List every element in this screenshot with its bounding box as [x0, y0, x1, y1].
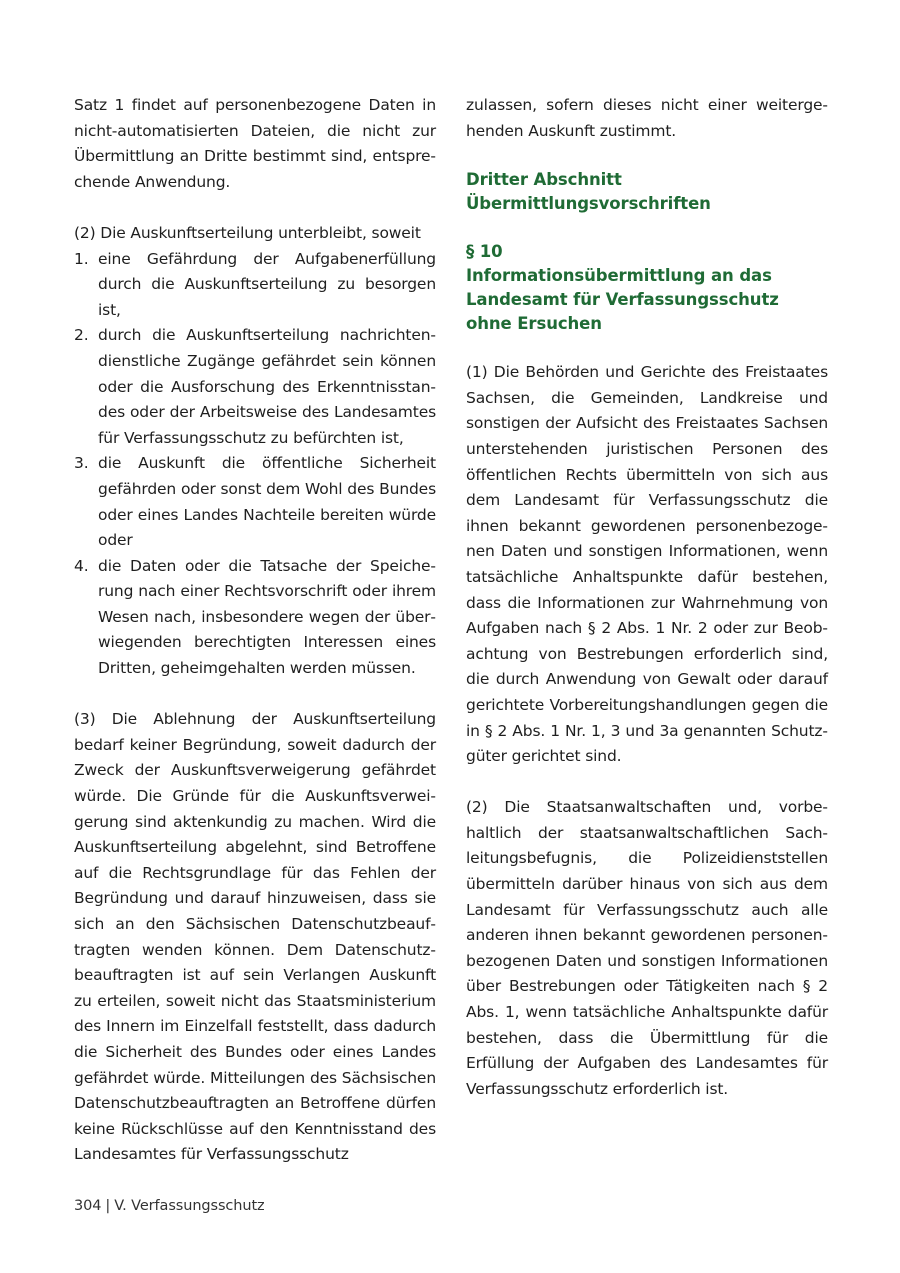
right-column: [466, 93, 828, 1102]
list-item: 2. durch die Auskunftserteilung nachrichtendienstliche Zugänge gefährdet sein können oder die Ausforschung des Erkenntnisstandes oder der Arbeitsweise des Landesamtes für Verfassungsschutz zu befürchten ist,: [74, 326, 436, 447]
chapter-title: V. Verfassungsschutz: [114, 1198, 265, 1214]
paragraph-3: (3) Die Ablehnung der Auskunftserteilung bedarf keiner Begründung, soweit dadurch der Zweck der Auskunftsverweigerung gefährdet würde. Die Gründe für die Auskunftsverweigerung sind aktenkundig zu machen. Wird die Auskunftserteilung abgelehnt, sind Betroffene auf die Rechtsgrundlage für das Fehlen der Begründung und darauf hinzuweisen, dass sie sich an den Sächsischen Datenschutzbeauftragten wenden können. Dem Datenschutzbeauftragten ist auf sein Verlangen Auskunft zu erteilen, soweit nicht das Staatsministerium des Innern im Einzelfall feststellt, dass dadurch die Sicherheit des Bundes oder eines Landes gefährdet würde. Mitteilungen des Sächsischen Datenschutzbeauftragten an Betroffene dürfen keine Rückschlüsse auf den Kenntnisstand des Landesamtes für Verfassungsschutz: [74, 710, 436, 1164]
list-item: 3. die Auskunft die öffentliche Sicherheit gefährden oder sonst dem Wohl des Bundes oder eines Landes Nachteile bereiten würde oder: [74, 454, 436, 550]
exception-list: [74, 247, 436, 682]
page-footer: [74, 1198, 265, 1214]
paragraph-10-2: (2) Die Staatsanwaltschaften und, vorbehaltlich der staatsanwaltschaftlichen Sachleitungsbefugnis, die Polizeidienststellen übermitteln darüber hinaus von sich aus dem Landesamt für Verfassungsschutz auch alle anderen ihnen bekannt gewordenen personenbezogenen Daten und sonstigen Informationen über Bestrebungen oder Tätigkeiten nach § 2 Abs. 1, wenn tatsächliche Anhaltspunkte dafür bestehen, dass die Übermittlung für die Erfüllung der Aufgaben des Landesamtes für Verfassungsschutz erforderlich ist.: [466, 798, 828, 1098]
paragraph-10-1: (1) Die Behörden und Gerichte des Freistaates Sachsen, die Gemeinden, Landkreise und sonstigen der Aufsicht des Freistaates Sachsen unterstehenden juristischen Personen des öffentlichen Rechts übermitteln von sich aus dem Landesamt für Verfassungsschutz die ihnen bekannt gewordenen personenbezogenen Daten und sonstigen Informationen, wenn tatsächliche Anhaltspunkte dafür bestehen, dass die Informationen zur Wahrnehmung von Aufgaben nach § 2 Abs. 1 Nr. 2 oder zur Beobachtung von Bestrebungen erforderlich sind, die durch Anwendung von Gewalt oder darauf gerichtete Vorbereitungshandlungen gegen die in § 2 Abs. 1 Nr. 1, 3 und 3a genannten Schutzgüter gerichtet sind.: [466, 363, 828, 766]
list-item: 4. die Daten oder die Tatsache der Speicherung nach einer Rechtsvorschrift oder ihrem Wesen nach, insbesondere wegen der überwiegenden berechtigten Interessen eines Dritten, geheimgehalten werden müssen.: [74, 556, 436, 678]
paragraph-continuation: zulassen, sofern dieses nicht einer weitergehenden Auskunft zustimmt.: [466, 96, 828, 140]
footer-separator: |: [105, 1198, 111, 1214]
left-column: [74, 93, 436, 1168]
list-item: 1. eine Gefährdung der Aufgabenerfüllung durch die Auskunftserteilung zu besorgen ist,: [74, 249, 436, 319]
section-heading: Dritter Abschnitt: [466, 170, 622, 190]
paragraph-satz1: Satz 1 findet auf personenbezogene Daten in nicht-automatisierten Dateien, die nicht zur Übermittlung an Dritte bestimmt sind, entsprechende Anwendung.: [74, 96, 436, 191]
paragraph-number: § 10: [466, 242, 503, 262]
section-subheading: Übermittlungsvorschriften: [466, 194, 711, 214]
page-number: 304: [74, 1198, 102, 1214]
paragraph-title: Informationsübermittlung an das Landesamt für Verfassungsschutz ohne Ersuchen: [466, 266, 779, 334]
paragraph-2-intro: (2) Die Auskunftserteilung unterbleibt, soweit: [74, 223, 421, 242]
